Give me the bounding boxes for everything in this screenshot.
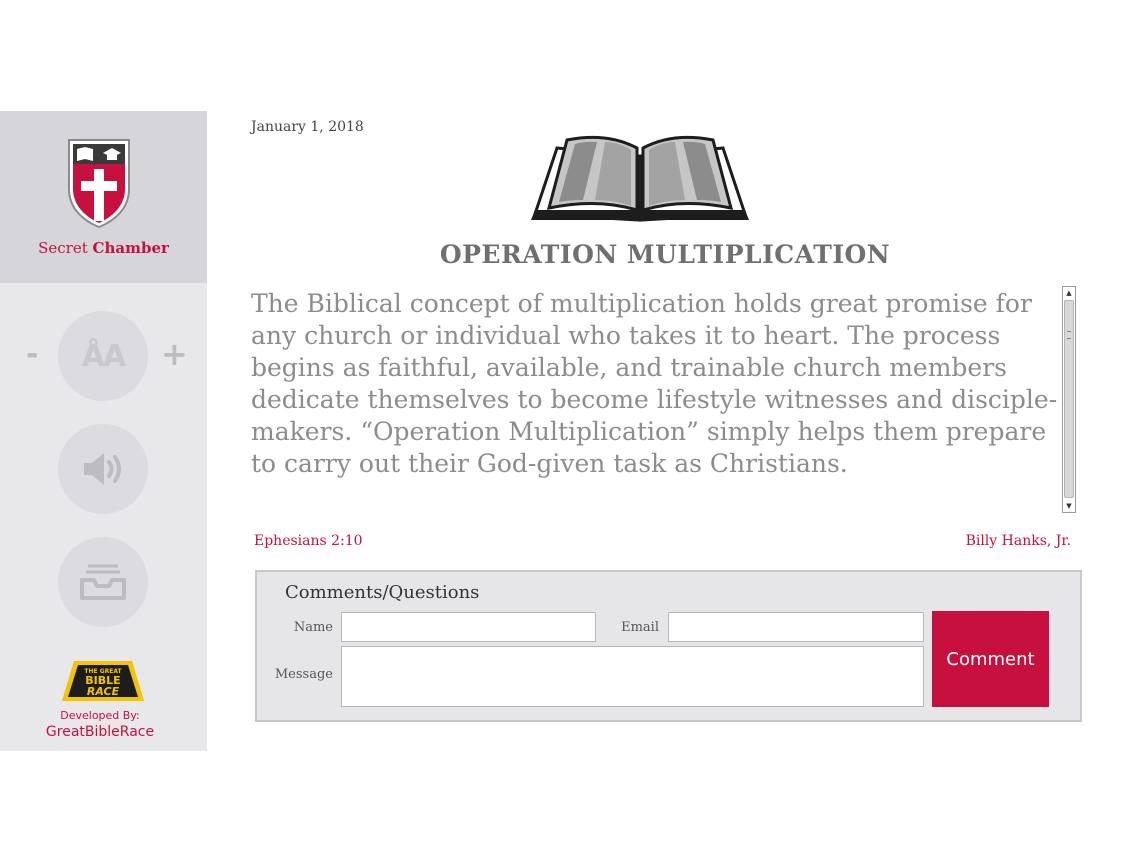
app-name-bold: Chamber	[92, 239, 169, 257]
comment-button[interactable]: Comment	[932, 611, 1049, 707]
sidebar	[0, 111, 207, 751]
article-author: Billy Hanks, Jr.	[965, 533, 1071, 549]
name-label: Name	[293, 620, 333, 635]
thumb-grip-icon	[1067, 331, 1071, 339]
message-label: Message	[274, 667, 333, 682]
shield-cross-icon	[66, 137, 132, 229]
scripture-reference: Ephesians 2:10	[254, 533, 363, 549]
sidebar-header	[0, 111, 207, 283]
developer-link[interactable]: GreatBibleRace	[45, 724, 155, 740]
open-bible-icon	[527, 130, 753, 224]
app-name-prefix: Secret	[38, 239, 88, 257]
font-increase-button[interactable]: +	[161, 335, 188, 373]
inbox-tray-icon	[78, 562, 128, 602]
font-size-icon[interactable]: ÅA	[58, 311, 148, 401]
developed-by-label: Developed By:	[60, 709, 140, 722]
logo-line-2: BIBLE	[85, 674, 121, 687]
app-name	[0, 239, 207, 257]
article-scrollbar[interactable]	[1062, 286, 1076, 513]
form-title: Comments/Questions	[285, 582, 480, 603]
email-input[interactable]	[668, 612, 924, 642]
scroll-up-icon[interactable]: ▲	[1066, 289, 1072, 297]
font-decrease-button[interactable]: -	[26, 337, 39, 372]
message-textarea[interactable]	[341, 646, 924, 707]
article-title: OPERATION MULTIPLICATION	[439, 240, 891, 269]
logo-line-1: THE GREAT	[84, 668, 122, 675]
article-body: The Biblical concept of multiplication holds great promise for any church or individual who takes it to heart. The process begins as faithful, available, and trainable church members dedicate themselves to become lifestyle witnesses and disciple-makers. “Operation Multiplication” simply helps them prepare to carry out their God-given task as Christians.	[251, 289, 1058, 478]
article-text-area[interactable]	[251, 288, 1061, 512]
logo-line-3: RACE	[86, 685, 120, 698]
archive-button[interactable]	[58, 537, 148, 627]
name-input[interactable]	[341, 612, 596, 642]
scroll-thumb[interactable]	[1064, 300, 1074, 498]
audio-button[interactable]	[58, 424, 148, 514]
email-label: Email	[621, 620, 659, 635]
font-size-controls	[0, 311, 207, 401]
comment-form	[255, 570, 1082, 722]
scroll-down-icon[interactable]: ▼	[1066, 502, 1072, 510]
article-date: January 1, 2018	[251, 119, 364, 135]
speaker-icon	[78, 449, 128, 489]
great-bible-race-logo	[60, 659, 146, 703]
